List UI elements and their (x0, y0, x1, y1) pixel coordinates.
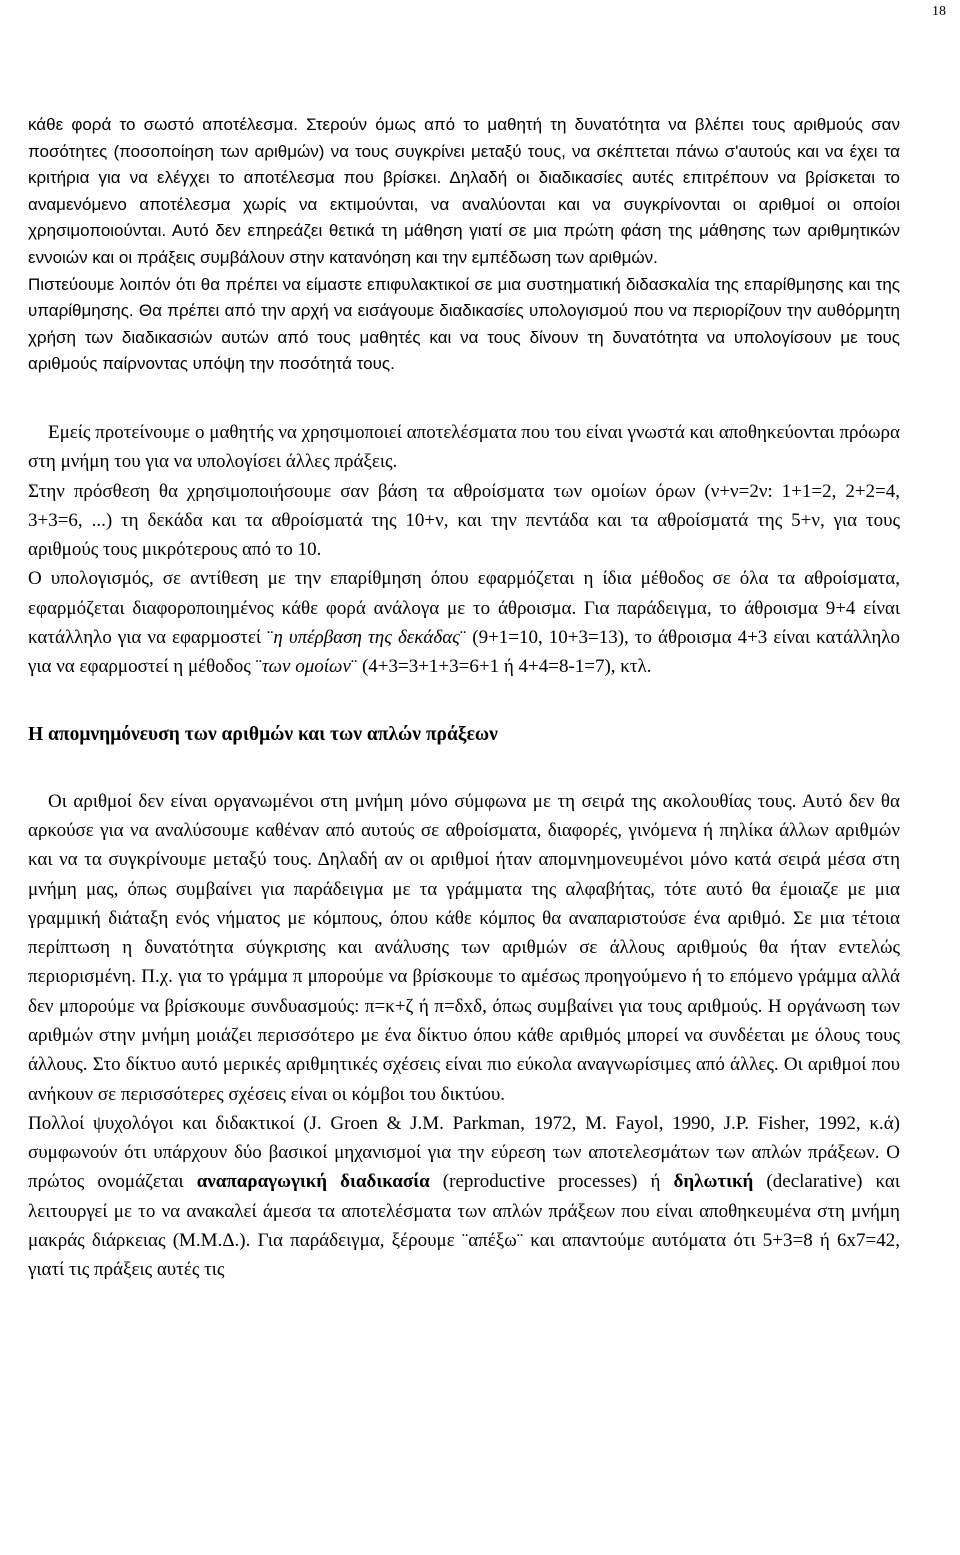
paragraph-3 (28, 418, 900, 477)
paragraph-7-bold-b: δηλωτική (673, 1171, 754, 1193)
paragraph-4-text: Στην πρόσθεση θα χρησιμοποιήσουμε σαν βάση τα αθροίσματα των ομοίων όρων (ν+ν=2ν: 1+1=2, 2+2=4, 3+3=6, ...) τη δεκάδα και τα αθροίσματά της 10+ν, και την πεντάδα και τα αθροίσματά της 5+ν, για τους αριθμούς τους μικρότερους από το 10. (28, 480, 900, 561)
paragraph-6 (28, 787, 900, 1109)
paragraph-6-text: Οι αριθμοί δεν είναι οργανωμένοι στη μνήμη μόνο σύμφωνα με τη σειρά της ακολουθίας τους. Αυτό δεν θα αρκούσε για να αναλύσουμε καθέναν από αυτούς σε αθροίσματα, διαφορές, γινόμενα ή πηλίκα άλλων αριθμών και να τα συγκρίνουμε μεταξύ τους. Δηλαδή αν οι αριθμοί ήταν απομνημονευμένοι μόνο κατά σειρά μέσα στη μνήμη μας, όπως συμβαίνει για παράδειγμα με τα γράμματα της αλφαβήτας, τότε αυτό θα έμοιαζε με μια γραμμική διάταξη ενός νήματος με κόμπους, όπου κάθε κόμπος θα αναπαριστούσε ένα αριθμό. Σε μια τέτοια περίπτωση η δυνατότητα σύγκρισης και ανάλυσης των αριθμών σε άλλους αριθμούς θα ήταν εντελώς περιορισμένη. Π.χ. για το γράμμα π μπορούμε να βρίσκουμε το αμέσως προηγούμενο ή το επόμενο γράμμα αλλά δεν μπορούμε να βρίσκουμε συνδυασμούς: π=κ+ζ ή π=δxδ, όπως συμβαίνει για τους αριθμούς. Η οργάνωση των αριθμών στην μνήμη μοιάζει περισσότερο με ένα δίκτυο όπου κάθε αριθμός μπορεί να συνδέεται με όλους τους άλλους. Στο δίκτυο αυτό μερικές αριθμητικές σχέσεις είναι πιο εύκολα αναγνωρίσιμες από άλλες. Οι αριθμοί που ανήκουν σε περισσότερες σχέσεις είναι οι κόμβοι του δικτύου. (28, 790, 900, 1105)
document-body (28, 112, 900, 1285)
paragraph-1 (28, 112, 900, 272)
paragraph-5 (28, 564, 900, 681)
paragraph-5-text-b: ¨ (9+1=10, 10+3=13), το άθροισμα 4+3 είναι κατάλληλο για να εφαρμοστεί η μέθοδος ¨ (28, 627, 900, 678)
paragraph-7-text-c: (declarative) και λειτουργεί με το να ανακαλεί άμεσα τα αποτελέσματα των απλών πράξεων που είναι αποθηκευμένα στη μνήμη μακράς διάρκειας (Μ.Μ.Δ.). Για παράδειγμα, ξέρουμε ¨απέξω¨ και απαντούμε αυτόματα ότι 5+3=8 ή 6x7=42, γιατί τις πράξεις αυτές τις (28, 1171, 900, 1281)
paragraph-5-italic-a: η υπέρβαση της δεκάδας (273, 627, 460, 649)
paragraph-2-text: Πιστεύουμε λοιπόν ότι θα πρέπει να είμαστε επιφυλακτικοί σε μια συστηματική διδασκαλία της επαρίθμησης και της υπαρίθμησης. Θα πρέπει από την αρχή να εισάγουμε διαδικασίες υπολογισμού που να περιορίζουν την αυθόρμητη χρήση των διαδικασιών αυτών από τους μαθητές και να τους δίνουν τη δυνατότητα να υπολογίσουν με τους αριθμούς παίρνοντας υπόψη την ποσότητά τους. (28, 274, 900, 374)
paragraph-3-text: Εμείς προτείνουμε ο μαθητής να χρησιμοποιεί αποτελέσματα που του είναι γνωστά και αποθηκεύονται πρόωρα στη μνήμη του για να υπολογίσει άλλες πράξεις. (28, 421, 900, 473)
paragraph-4 (28, 477, 900, 565)
paragraph-5-text-a: Ο υπολογισμός, σε αντίθεση με την επαρίθμηση όπου εφαρμόζεται η ίδια μέθοδος σε όλα τα αθροίσματα, εφαρμόζεται διαφοροποιημένος κάθε φορά ανάλογα με το άθροισμα. Για παράδειγμα, το άθροισμα 9+4 είναι κατάλληλο για να εφαρμοστεί ¨ (28, 568, 900, 649)
paragraph-1-text: κάθε φορά το σωστό αποτέλεσμα. Στερούν όμως από το μαθητή τη δυνατότητα να βλέπει τους αριθμούς σαν ποσότητες (ποσοποίηση των αριθμών) να τους συγκρίνει μεταξύ τους, να σκέπτεται πάνω σ'αυτούς και να έχει τα κριτήρια για να ελέγχει το αποτέλεσμα που βρίσκει. Δηλαδή οι διαδικασίες αυτές επιτρέπουν να βρίσκεται το αναμενόμενο αποτέλεσμα χωρίς να εκτιμούνται, να αναλύονται και να συγκρίνονται οι αριθμοί οι οποίοι χρησιμοποιούνται. Αυτό δεν επηρεάζει θετικά τη μάθηση γιατί σε μια πρώτη φάση της μάθησης των αριθμητικών εννοιών και οι πράξεις συμβάλουν στην κατανόηση και την εμπέδωση των αριθμών. (28, 115, 900, 267)
page-number: 18 (932, 4, 946, 19)
paragraph-7-text-a: Πολλοί ψυχολόγοι και διδακτικοί (J. Groen & J.M. Parkman, 1972, M. Fayol, 1990, J.P. Fisher, 1992, κ.ά) συμφωνούν ότι υπάρχουν δύο βασικοί μηχανισμοί για την εύρεση των αποτελεσμάτων των απλών πράξεων. Ο πρώτος ονομάζεται (28, 1112, 900, 1193)
paragraph-5-text-c: ¨ (4+3=3+1+3=6+1 ή 4+4=8-1=7), κτλ. (350, 656, 652, 678)
section-heading: Η απομνημόνευση των αριθμών και των απλών πράξεων (28, 723, 498, 745)
paragraph-5-italic-b: των ομοίων (261, 656, 351, 678)
paragraph-7-text-b: (reproductive processes) ή (429, 1171, 674, 1193)
paragraph-2 (28, 272, 900, 378)
paragraph-7-bold-a: αναπαραγωγική διαδικασία (196, 1171, 430, 1193)
paragraph-7 (28, 1109, 900, 1285)
